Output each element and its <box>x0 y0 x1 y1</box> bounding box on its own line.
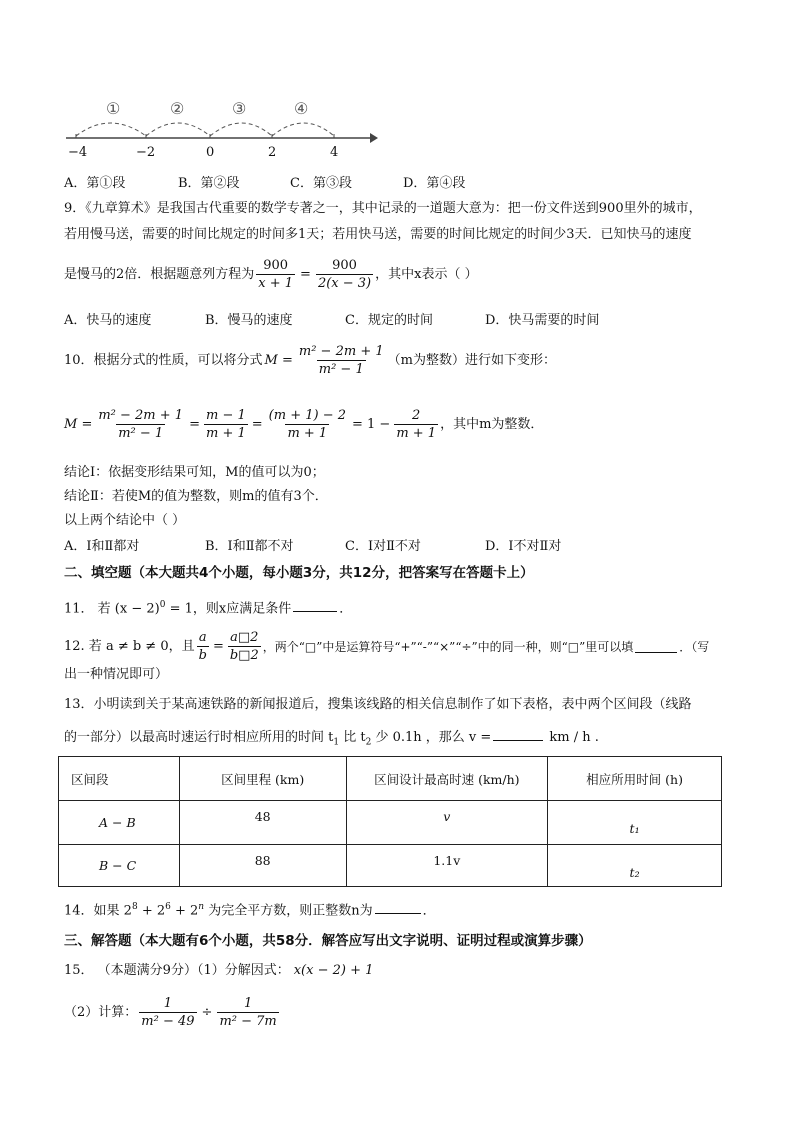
segment-arc-3 <box>210 123 272 136</box>
q12-answer-blank[interactable] <box>635 640 677 653</box>
q12-tail: ．（写 <box>679 639 710 654</box>
q8-option-a: A．第①段 <box>64 176 126 191</box>
tick-label-neg2: −2 <box>136 145 156 160</box>
tick-label-0: 0 <box>206 145 215 160</box>
q10-M: M = <box>264 352 293 368</box>
q10-post: （m为整数）进行如下变形： <box>387 352 556 368</box>
table-header-cell: 区间段 <box>59 757 180 801</box>
q11-sup: 0 <box>159 600 166 610</box>
q9-fraction-1: $\frac{900}{x + 1}$ <box>258 258 294 291</box>
number-line-arrow <box>370 133 378 143</box>
q10-chain-line: M = $\frac{\text{m² − 2m + 1}}{\text{m² − 1}}$ = $\frac{m - 1}{m + 1}$ = $\frac{(m + 1) - 2}{m + 1}$ = 1 − $\frac{2}{m + 1}$ ，其中m为整数． <box>64 408 544 441</box>
q10-conclusion-1: 结论Ⅰ：依据变形结果可知，M的值可以为0； <box>64 465 325 480</box>
section-2-title: 二、填空题（本大题共4个小题，每小题3分，共12分，把答案写在答题卡上） <box>64 565 534 581</box>
q10-ask: 以上两个结论中（ ） <box>64 513 186 528</box>
segment-label-1: ① <box>106 99 121 118</box>
q13-answer-blank[interactable] <box>493 728 543 741</box>
q10-chain-post: ，其中m为整数． <box>440 416 544 432</box>
q15-fraction-1: $\frac{1}{\text{m² − 49}}$ <box>141 996 195 1029</box>
segment-arc-2 <box>146 123 210 136</box>
q15-fraction-2: $\frac{1}{\text{m² − 7m}}$ <box>219 996 277 1029</box>
q10-fraction: $\frac{\text{m² − 2m + 1}}{\text{m² − 1}}$ <box>298 344 384 377</box>
tick-label-2: 2 <box>268 145 277 160</box>
q12-line <box>64 630 709 663</box>
q13-line2-mid: 比 t <box>339 730 366 745</box>
q10-chain-frac-1: $\frac{\text{m² − 2m + 1}}{\text{m² − 1}}$ <box>98 408 184 441</box>
segment-arc-4 <box>272 123 334 136</box>
q10-chain-M: M = <box>64 416 93 432</box>
q13-line2-pre: 的一部分）以最高时速运行时相应所用的时间 t <box>64 730 334 745</box>
q15-divide: ÷ <box>201 1004 213 1020</box>
q14-post: 为完全平方数，则正整数n为 <box>204 903 373 919</box>
q14-line <box>64 898 436 920</box>
q15-line1 <box>64 962 373 980</box>
q11-post: = 1，则x应满足条件 <box>165 601 292 617</box>
q12-pre: 12. 若 a ≠ b ≠ 0，且 <box>64 638 195 654</box>
q14-sup-1: 8 <box>131 902 138 912</box>
q15-part2-pre: （2）计算： <box>64 1004 138 1020</box>
q12-post: ，两个“□”中是运算符号“+”“-”“×”“÷”中的同一种，则“□”里可以填 <box>262 639 634 654</box>
q9-line1: 9．《九章算术》是我国古代重要的数学专著之一，其中记录的一道题大意为：把一份文件送到900里外的城市， <box>64 201 702 216</box>
q11-answer-blank[interactable] <box>293 599 337 612</box>
q14-answer-blank[interactable] <box>375 901 421 914</box>
q9-equals: = <box>300 266 311 282</box>
q14-plus-2: + 2 <box>170 903 199 919</box>
q11-pre: 11． 若 (x − 2) <box>64 601 160 617</box>
q14-pre: 14．如果 2 <box>64 903 132 919</box>
q14-plus-1: + 2 <box>137 903 166 919</box>
q9-option-a: A．快马的速度 <box>64 313 152 328</box>
q14-sup-3: n <box>198 902 205 912</box>
table-cell: 48 <box>179 801 346 845</box>
q13-line2: 的一部分）以最高时速运行时相应所用的时间 $t_1$ 比 $t_2$ 少 0.1h ，那么 v = km / h . <box>64 730 599 748</box>
table-cell: t₁ <box>548 801 722 845</box>
table-row <box>59 845 722 887</box>
table-header-cell: 区间设计最高时速 (km/h) <box>346 757 548 801</box>
table-cell: B − C <box>59 845 180 887</box>
table-cell: A − B <box>59 801 180 845</box>
q10-intro-line <box>64 344 556 377</box>
segment-label-3: ③ <box>232 99 247 118</box>
q13-line1: 13．小明读到关于某高速铁路的新闻报道后，搜集该线路的相关信息制作了如下表格，表中两个区间段（线路 <box>64 697 692 712</box>
q8-option-b: B．第②段 <box>178 176 240 191</box>
q9-option-b: B．慢马的速度 <box>205 313 293 328</box>
q8-option-d: D．第④段 <box>403 176 466 191</box>
table-row <box>59 801 722 845</box>
q15-line1-text: 15． （本题满分9分）（1）分解因式： <box>64 963 290 978</box>
railway-table <box>58 756 722 887</box>
table-header-cell: 区间里程 (km) <box>179 757 346 801</box>
q11-end: ． <box>339 601 353 617</box>
q10-pre: 10．根据分式的性质，可以将分式 <box>64 352 263 368</box>
section-3-title: 三、解答题（本大题有6个小题，共58分．解答应写出文字说明、证明过程或演算步骤） <box>64 933 592 949</box>
q10-chain-frac-3: $\frac{(m + 1) - 2}{m + 1}$ <box>268 408 346 441</box>
q9-line3-post: ，其中x表示（ ） <box>375 266 478 282</box>
segment-label-4: ④ <box>294 99 309 118</box>
table-header-row <box>59 757 722 801</box>
q10-chain-frac-2: $\frac{m - 1}{m + 1}$ <box>205 408 246 441</box>
q10-chain-frac-4: $\frac{2}{m + 1}$ <box>396 408 437 441</box>
table-header-cell: 相应所用时间 (h) <box>548 757 722 801</box>
q15-expr1: x(x − 2) + 1 <box>293 963 374 978</box>
segment-arc-1 <box>76 123 146 136</box>
q12-line2: 出一种情况即可） <box>64 667 169 682</box>
q10-option-c: C．Ⅰ对Ⅱ不对 <box>345 539 421 554</box>
q11-line <box>64 596 352 618</box>
table-cell: t₂ <box>548 845 722 887</box>
tick-label-4: 4 <box>330 145 339 160</box>
tick-label-neg4: −4 <box>68 145 88 160</box>
q10-one-minus: = 1 − <box>351 416 391 432</box>
q9-fraction-2: $\frac{900}{2(x - 3)}$ <box>317 258 372 291</box>
table-cell: 1.1v <box>346 845 548 887</box>
q8-option-c: C．第③段 <box>290 176 352 191</box>
q13-line2-unit: km / h . <box>545 730 599 745</box>
q10-option-d: D．Ⅰ不对Ⅱ对 <box>485 539 562 554</box>
q12-fraction-1: $\frac{a}{b}$ <box>198 630 207 663</box>
q12-fraction-2: $\frac{a□2}{b□2}$ <box>229 630 259 663</box>
q9-equation-line <box>64 258 478 291</box>
q9-option-c: C．规定的时间 <box>345 313 433 328</box>
q12-equals: = <box>212 638 224 654</box>
q9-line3-pre: 是慢马的2倍．根据题意列方程为 <box>64 266 255 282</box>
q9-option-d: D．快马需要的时间 <box>485 313 600 328</box>
q10-conclusion-2: 结论Ⅱ：若使M的值为整数，则m的值有3个． <box>64 489 328 504</box>
segment-label-2: ② <box>170 99 185 118</box>
q14-sup-2: 6 <box>165 902 171 912</box>
table-cell: 88 <box>179 845 346 887</box>
q9-line2: 若用慢马送，需要的时间比规定的时间多1天；若用快马送，需要的时间比规定的时间少3天．已知快马的速度 <box>64 227 692 242</box>
q14-end: ． <box>422 903 436 919</box>
q15-line2 <box>64 996 281 1029</box>
table-cell: v <box>346 801 548 845</box>
q13-line2-post: 少 0.1h ，那么 v = <box>371 730 492 745</box>
q10-option-b: B．Ⅰ和Ⅱ都不对 <box>205 539 294 554</box>
q10-option-a: A．Ⅰ和Ⅱ都对 <box>64 539 140 554</box>
